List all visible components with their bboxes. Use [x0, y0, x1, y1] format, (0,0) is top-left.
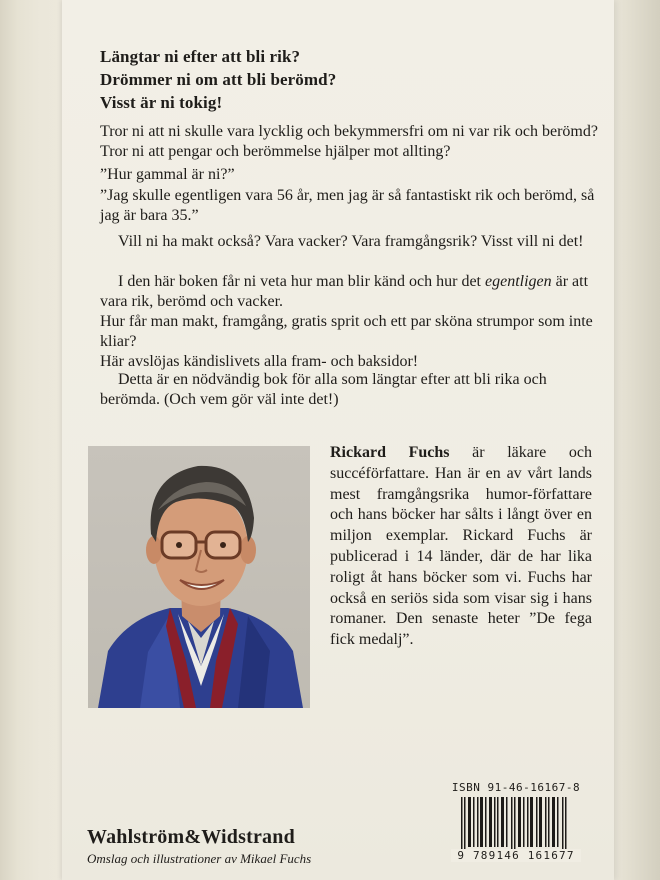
author-bio-text: är läkare och succéförfattare. Han är en av vårt lands mest framgångsrika humor-författare och hans böcker har sålts i långt över en miljon exemplar. Rickard Fuchs är publicerad i 14 länder, där de har lika roligt åt hans böcker som vi. Fuchs har också en seriös sida som visar sig i hans romaner. Den senaste heter ”De fega fick medalj”. [330, 444, 593, 649]
paragraph-book-content [100, 272, 600, 312]
paragraph-socks: Hur får man makt, framgång, gratis sprit och ett par sköna strumpor som inte kliar? [100, 313, 593, 350]
paragraph-intro: Tror ni att ni skulle vara lycklig och bekymmersfri om ni var rik och berömd? Tror ni att pengar och berömmelse hjälper mot allting? [100, 123, 598, 160]
cover-credit: Omslag och illustrationer av Mikael Fuchs [87, 851, 312, 866]
barcode-block [451, 781, 581, 871]
author-photo [88, 446, 310, 708]
author-bio [330, 443, 592, 651]
paragraph-power: Vill ni ha makt också? Vara vacker? Vara framgångsrik? Visst vill ni det! [118, 233, 584, 250]
paragraph-book-content-start: I den här boken får ni veta hur man blir känd och hur det [118, 273, 485, 290]
quote-answer: ”Jag skulle egentligen vara 56 år, men jag är så fantastiskt rik och berömd, så jag är bara 35.” [100, 187, 595, 224]
author-name: Rickard Fuchs [330, 444, 450, 461]
quote-question: ”Hur gammal är ni?” [100, 166, 235, 183]
isbn-number: ISBN 91-46-16167-8 [451, 781, 581, 794]
headline-2: Drömmer ni om att bli berömd? [100, 70, 337, 89]
paragraph-revealed: Här avslöjas kändislivets alla fram- och baksidor! [100, 353, 419, 370]
headline-3: Visst är ni tokig! [100, 93, 223, 112]
headline-1: Längtar ni efter att bli rik? [100, 47, 301, 66]
paragraph-book-content-italic: egentligen [484, 273, 552, 290]
paragraph-book-content-end: är att vara rik, berömd och vacker. [100, 273, 589, 310]
barcode [459, 797, 573, 853]
publisher-logo: Wahlström&Widstrand [87, 826, 295, 848]
ean-number: 9 789146 161677 [451, 849, 581, 862]
paragraph-closing: Detta är en nödvändig bok för alla som längtar efter att bli rika och berömda. (Och vem gör väl inte det!) [100, 371, 547, 408]
